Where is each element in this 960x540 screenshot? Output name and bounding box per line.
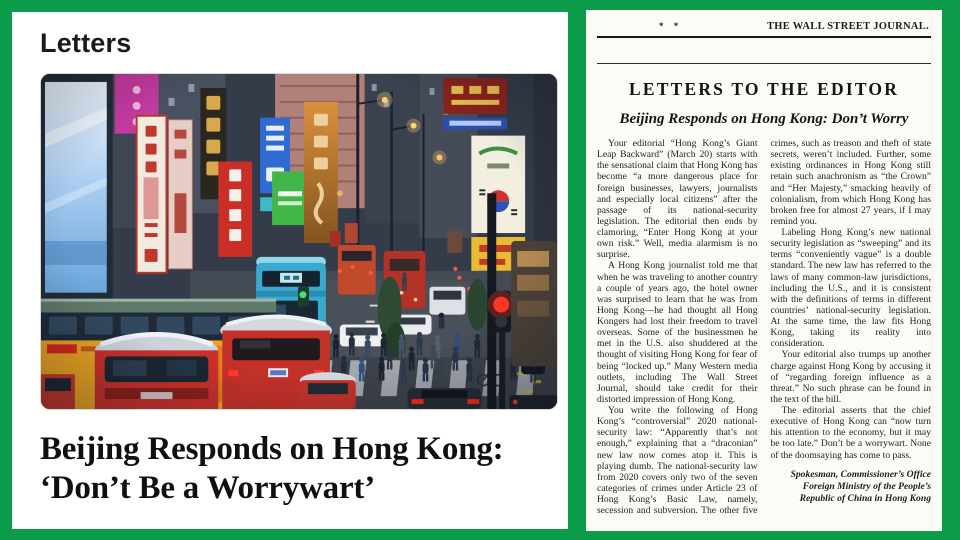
letter-paragraph: A Hong Kong journalist told me that when he was traveling to another country a couple of years ago, the hotel owner was surprised to learn that he was from Hong Kong—he had thought all Hong Kongers had lost their freedom to travel overseas. Some of the businessmen he met in the U.S. also shuddered at the thought of visiting Hong Kong for fear of being “locked up.” Many Western media outlets, including The Wall Street Journal, should take credit for their distorted impression of Hong Kong. <box>597 260 758 405</box>
street-photo-svg <box>41 74 557 409</box>
newspaper-clipping <box>586 10 942 531</box>
newspaper-masthead <box>597 20 931 36</box>
letter-paragraph: Labeling Hong Kong’s new national security legislation as “sweeping” and its terms “conveniently vague” is a double standard. The new law has referred to the laws of many common-law jurisdictions, including the U.S., and it is consistent with the definitions of terms in different countries’ national-security legislation. At the same time, the law fits Hong Kong, taking its reality into consideration. <box>770 227 931 350</box>
headline-line: Beijing Responds on Hong Kong: <box>40 431 504 467</box>
letter-title: Beijing Responds on Hong Kong: Don’t Worry <box>619 111 909 127</box>
signature-line: Spokesman, Commissioner’s Office <box>790 468 931 480</box>
vignette <box>41 74 557 409</box>
letter-body <box>597 138 931 516</box>
letter-paragraphs <box>597 138 931 516</box>
page-title: Letters <box>40 28 132 58</box>
article-headline <box>40 430 568 507</box>
letters-article-panel <box>12 12 568 529</box>
section-rule <box>597 63 931 64</box>
letters-to-editor-heading: LETTERS TO THE EDITOR <box>628 79 900 99</box>
masthead-title: THE WALL STREET JOURNAL. <box>766 21 929 32</box>
street-photo <box>40 73 558 410</box>
signature-line: Foreign Ministry of the People’s <box>802 480 931 492</box>
letter-paragraph: Your editorial also trumps up another charge against Hong Kong by accusing it of “regarding foreign influence as a threat.” No such phrase can be found in the text of the bill. <box>770 349 931 405</box>
letter-paragraph: The editorial asserts that the chief executive of Hong Kong can “now turn his attention to the economy, but it may be too late.” Don’t be a worrywart. None of the doomsaying has come to pass. <box>770 405 931 461</box>
signature-line: Republic of China in Hong Kong <box>799 493 931 505</box>
letter-signature <box>771 469 932 506</box>
letter-paragraph: You write the following of Hong Kong’s “controversial” 2020 national-security law: “Apparently that’s not enough,” explaining that a “draconian” new law now comes atop it. This is playing dumb. The national-security law from 2020 covers only two of the seven categories of crimes under Article 23 of Hong Kong’s Basic Law, namely, secession and subversion. The other five crimes, such as treason and theft of state secrets, weren’t included. Further, some existing ordinances in Hong Kong still retain such anachronism as “the Crown” and “Her Majesty,” smacking heavily of colonialism, from which Hong Kong has broken free for almost 27 years, if I may remind you. <box>597 138 931 517</box>
edition-stars: * * <box>659 21 683 31</box>
headline-line: ‘Don’t Be a Worrywart’ <box>40 469 375 506</box>
masthead-rule <box>597 36 931 38</box>
letter-paragraph: Your editorial “Hong Kong’s Giant Leap Backward” (March 20) starts with the sensational claim that Hong Kong has become “a more dangerous place for foreign businesses, lawyers, journalists and especially local citizens” after the passage of its national-security legislation. The editorial then ends by clamoring, “Enter Hong Kong at your own risk.” Well, media alarmism is no surprise. <box>597 138 758 261</box>
